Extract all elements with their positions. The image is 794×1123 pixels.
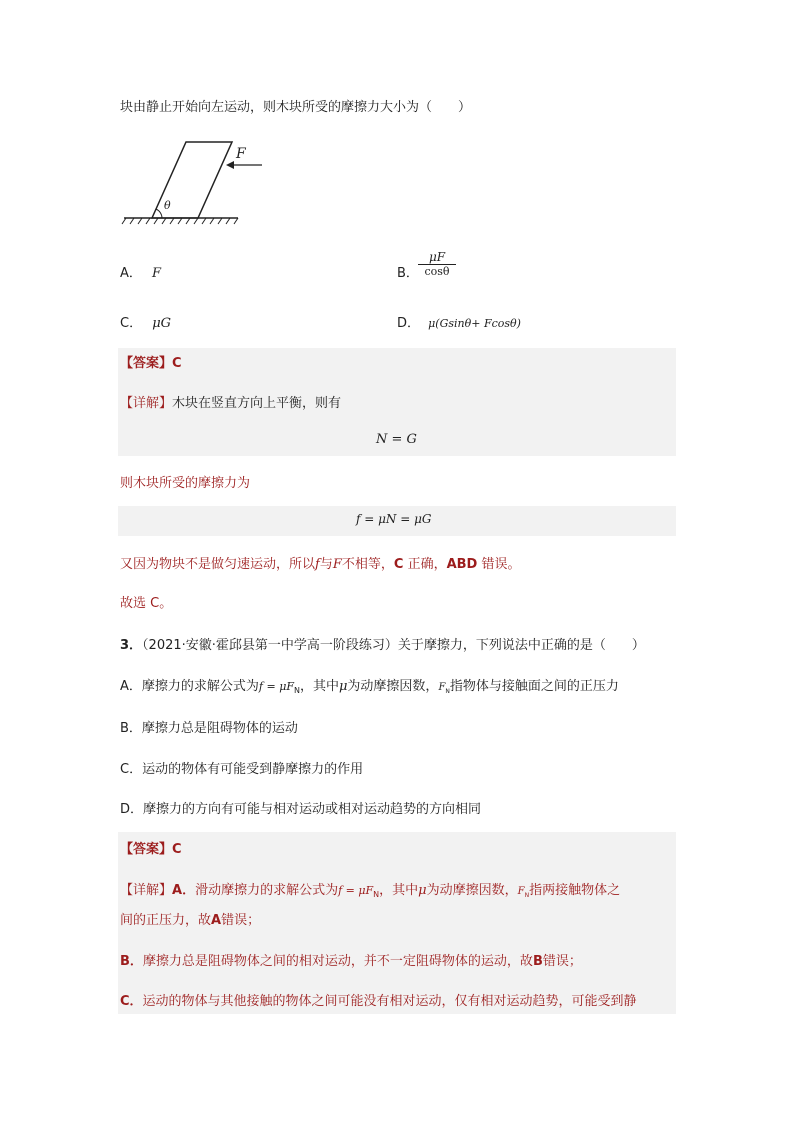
q3-option-a-sub: N xyxy=(293,686,300,695)
option-a xyxy=(120,262,161,281)
equation-normal-force: N = G xyxy=(376,432,417,447)
q3-detail-c-text: 运动的物体与其他接触的物体之间可能没有相对运动，仅有相对运动趋势，可能受到静 xyxy=(142,994,637,1009)
option-c xyxy=(120,312,171,331)
q3-number: 3． xyxy=(120,638,143,653)
q3-detail-c xyxy=(120,990,637,1009)
q3-detail-a-line2-post: 错误； xyxy=(221,913,261,928)
q3-option-a-fn-sub: N xyxy=(445,688,450,695)
q3-option-a-mid: ，其中 xyxy=(299,679,339,694)
q3-detail-a-pre: 滑动摩擦力的求解公式为 xyxy=(195,883,339,898)
line3-F: F xyxy=(332,557,342,572)
line3-wrong: 错误。 xyxy=(477,557,521,572)
option-b-denominator: cosθ xyxy=(418,264,456,279)
ground-hatching xyxy=(122,218,238,224)
answer-value: C xyxy=(172,356,182,371)
q3-detail-a-formula: f = μF xyxy=(338,884,374,897)
q3-detail-a-mid: ，其中 xyxy=(379,883,419,898)
detail-line2: 则木块所受的摩擦力为 xyxy=(120,476,251,491)
equation-friction: f = μN = μG xyxy=(356,512,432,526)
answer-label: 【答案】 xyxy=(120,356,173,371)
option-a-expr: F xyxy=(152,266,162,281)
option-d xyxy=(397,312,521,331)
line3-pre: 又因为物块不是做匀速运动，所以 xyxy=(120,557,316,572)
question-stem-continuation: 块由静止开始向左运动，则木块所受的摩擦力大小为（ ） xyxy=(120,100,472,115)
detail-line3 xyxy=(120,553,520,572)
q3-detail-a-fn-sub: N xyxy=(524,892,530,899)
line3-c: C xyxy=(393,557,404,572)
q3-detail-a-fn: F xyxy=(517,886,525,897)
q3-source: （2021·安徽·霍邱县第一中学高一阶段练习） xyxy=(142,638,398,653)
q3-detail-b xyxy=(120,950,582,969)
incline-block-figure xyxy=(120,138,270,228)
q3-answer-value: C xyxy=(172,842,182,857)
q3-option-a-mu: μ xyxy=(338,679,348,694)
q3-detail-a-post: 指两接触物体之 xyxy=(529,883,621,898)
q3-option-a-mid2: 为动摩擦因数， xyxy=(347,679,439,694)
angle-arc xyxy=(156,209,162,218)
option-c-expr: μG xyxy=(152,316,172,331)
line3-abd: ABD xyxy=(446,557,478,572)
q3-stem xyxy=(120,634,645,653)
q3-answer-label: 【答案】 xyxy=(120,842,173,857)
line3-correct: 正确， xyxy=(403,557,447,572)
option-a-letter: A． xyxy=(120,266,142,281)
line3-post: 不相等， xyxy=(341,557,394,572)
q3-option-a xyxy=(120,675,619,695)
q3-detail-a-mid2: 为动摩擦因数， xyxy=(426,883,518,898)
q3-option-a-fn: F xyxy=(438,682,446,693)
answer-line-q2 xyxy=(120,352,182,371)
option-d-letter: D． xyxy=(397,316,421,331)
q3-detail-b-pre: 摩擦力总是阻碍物体之间的相对运动，并不一定阻碍物体的运动，故 xyxy=(142,954,533,969)
q3-detail-a xyxy=(120,879,620,899)
option-b-fraction xyxy=(418,250,456,279)
q3-option-c: C．运动的物体有可能受到静摩擦力的作用 xyxy=(120,762,364,777)
q3-detail-label: 【详解】 xyxy=(120,883,173,898)
detail-label: 【详解】 xyxy=(120,396,173,411)
option-d-expr: μ(Gsinθ+ Fcosθ) xyxy=(428,317,521,330)
q3-option-a-pre: A．摩擦力的求解公式为 xyxy=(120,679,259,694)
q3-detail-a-sub: N xyxy=(373,890,380,899)
q3-option-b: B．摩擦力总是阻碍物体的运动 xyxy=(120,721,298,736)
q3-detail-a-line2 xyxy=(120,909,260,928)
option-b-letter: B． xyxy=(397,266,419,281)
q3-detail-a-letter: A． xyxy=(172,883,196,898)
q3-option-a-formula: f = μF xyxy=(258,680,294,693)
q3-text: 关于摩擦力，下列说法中正确的是（ ） xyxy=(397,638,645,653)
q3-detail-a-mu: μ xyxy=(418,883,427,898)
detail-text: 木块在竖直方向上平衡，则有 xyxy=(172,396,342,411)
option-b-numerator: μF xyxy=(428,250,446,264)
option-c-letter: C． xyxy=(120,316,143,331)
line3-f: f xyxy=(315,557,320,572)
detail-line-q2 xyxy=(120,392,341,411)
q3-detail-b-letter2: B xyxy=(532,954,543,969)
angle-label: θ xyxy=(164,199,171,212)
q3-detail-c-letter: C． xyxy=(120,994,143,1009)
q3-detail-b-letter: B． xyxy=(120,954,143,969)
q3-option-a-post: 指物体与接触面之间的正压力 xyxy=(449,679,619,694)
q3-detail-b-post: 错误； xyxy=(542,954,582,969)
q3-detail-a-line2-letter: A xyxy=(211,913,222,928)
force-label: F xyxy=(236,146,246,162)
line3-mid: 与 xyxy=(319,557,333,572)
q3-answer-line xyxy=(120,838,182,857)
q3-option-d: D．摩擦力的方向有可能与相对运动或相对运动趋势的方向相同 xyxy=(120,802,482,817)
force-arrowhead xyxy=(226,161,234,169)
q3-detail-a-line2-pre: 间的正压力，故 xyxy=(120,913,212,928)
detail-line4: 故选 C。 xyxy=(120,596,173,611)
